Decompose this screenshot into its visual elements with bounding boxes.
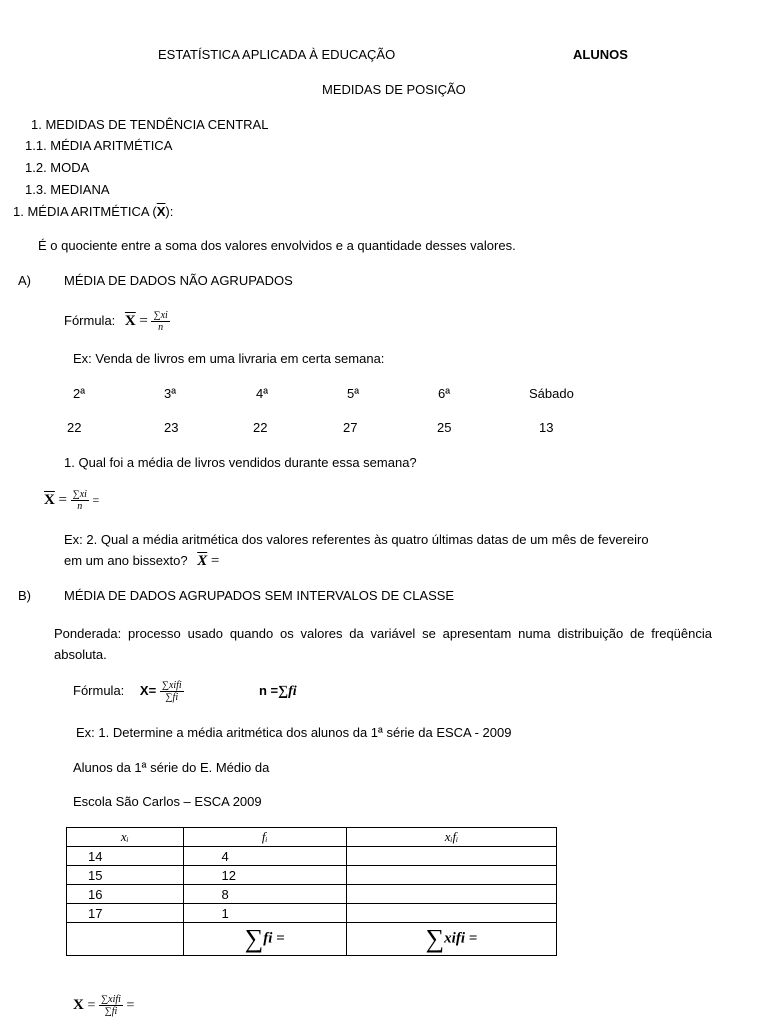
formula-b-denominator: ∑fi — [165, 692, 179, 704]
final-formula — [73, 990, 134, 1021]
cell-fi: 1 — [183, 904, 346, 923]
formula-b-mean-symbol: X= — [139, 683, 157, 698]
sales-value: 22 — [253, 420, 268, 435]
formula-b-numerator: ∑xifi — [161, 680, 182, 692]
header-xi: xᵢ — [67, 828, 184, 847]
cell-xifi — [346, 885, 556, 904]
formula-b-fraction — [160, 680, 184, 703]
cell-xifi — [346, 904, 556, 923]
day-label: Sábado — [529, 386, 574, 401]
answer-tail: = — [92, 493, 100, 507]
course-title: ESTATÍSTICA APLICADA À EDUCAÇÃO — [158, 47, 396, 62]
day-label: 3ª — [164, 386, 177, 401]
answer-equals: = — [58, 492, 67, 508]
part-b-formula — [73, 676, 184, 706]
sigma-symbol: ∑ — [425, 924, 445, 953]
day-label: 2ª — [73, 386, 86, 401]
day-label: 6ª — [438, 386, 451, 401]
audience-label: ALUNOS — [573, 47, 628, 62]
weighted-definition: Ponderada: processo usado quando os valores da variável se apresentam numa distribuição de freqüência absoluta. — [54, 626, 712, 662]
formula-mean-symbol: $\overline{X}$ — [124, 313, 136, 329]
sales-value: 27 — [343, 420, 358, 435]
sales-value: 23 — [164, 420, 179, 435]
section-1-title-suffix: ): — [165, 204, 174, 219]
header-fi: fᵢ — [183, 828, 346, 847]
answer-denominator: n — [77, 501, 83, 513]
final-equals: = — [87, 998, 96, 1013]
outline-item-1-3: 1.3. MEDIANA — [25, 182, 110, 197]
final-numerator: ∑xifi — [101, 994, 121, 1006]
frequency-table — [66, 827, 557, 956]
table-caption-line-1: Alunos da 1ª série do E. Médio da — [73, 760, 270, 775]
final-tail: = — [126, 998, 135, 1013]
answer-fraction — [71, 489, 89, 512]
cell-xi: 17 — [67, 904, 184, 923]
final-mean-symbol: X — [73, 997, 84, 1013]
final-denominator: ∑fi — [104, 1006, 118, 1018]
n-formula — [259, 683, 297, 700]
example-2-mean-symbol: $\overline{X}$ — [197, 553, 208, 569]
sales-value: 13 — [539, 420, 554, 435]
formula-fraction — [151, 310, 169, 333]
table-row — [67, 866, 557, 885]
sum-fi-label: fi = — [263, 930, 285, 947]
formula-label: Fórmula: — [64, 313, 116, 328]
mean-symbol: $\overline{X}$ — [156, 204, 166, 219]
sum-xifi-cell — [346, 923, 556, 956]
formula-denominator: n — [158, 322, 164, 334]
sales-value: 25 — [437, 420, 452, 435]
example-intro: Ex: Venda de livros em uma livraria em certa semana: — [73, 351, 385, 366]
cell-xi: 14 — [67, 847, 184, 866]
final-fraction — [99, 994, 123, 1017]
answer-numerator: ∑xi — [72, 489, 87, 501]
n-label: n = — [259, 683, 279, 698]
cell-fi: 12 — [183, 866, 346, 885]
cell-xi: 15 — [67, 866, 184, 885]
example-2-line-2 — [64, 553, 219, 569]
cell-xifi — [346, 847, 556, 866]
cell-fi: 4 — [183, 847, 346, 866]
part-b-letter: B) — [18, 588, 31, 603]
example-2-equals: = — [210, 553, 220, 569]
n-sum: ∑fi — [278, 684, 297, 699]
section-1-title-prefix: 1. MÉDIA ARITMÉTICA ( — [13, 204, 157, 219]
table-sum-row — [67, 923, 557, 956]
cell-xi: 16 — [67, 885, 184, 904]
outline-item-1-1: 1.1. MÉDIA ARITMÉTICA — [25, 138, 173, 153]
section-1-title — [13, 204, 173, 220]
table-row — [67, 904, 557, 923]
cell-xifi — [346, 866, 556, 885]
question-1: 1. Qual foi a média de livros vendidos durante essa semana? — [64, 455, 417, 470]
sum-xifi-label: xifi = — [444, 930, 478, 947]
sigma-symbol: ∑ — [244, 924, 264, 953]
page-title: MEDIDAS DE POSIÇÃO — [322, 82, 466, 97]
table-caption-line-2: Escola São Carlos – ESCA 2009 — [73, 794, 262, 809]
table-row — [67, 847, 557, 866]
formula-b-label: Fórmula: — [73, 683, 125, 698]
sales-value: 22 — [67, 420, 82, 435]
definition-text: É o quociente entre a soma dos valores envolvidos e a quantidade desses valores. — [38, 238, 516, 253]
example-2-line-1: Ex: 2. Qual a média aritmética dos valores referentes às quatro últimas datas de um mês de fevereiro — [64, 532, 649, 547]
outline-item-1: 1. MEDIDAS DE TENDÊNCIA CENTRAL — [31, 117, 269, 132]
formula-numerator: ∑xi — [153, 310, 168, 322]
formula-equals: = — [139, 313, 148, 329]
part-a-title: MÉDIA DE DADOS NÃO AGRUPADOS — [64, 273, 293, 288]
outline-item-1-2: 1.2. MODA — [25, 160, 90, 175]
example-b-title: Ex: 1. Determine a média aritmética dos alunos da 1ª série da ESCA - 2009 — [76, 725, 512, 740]
cell-fi: 8 — [183, 885, 346, 904]
answer-mean-symbol: $\overline{X}$ — [44, 492, 55, 508]
day-label: 5ª — [347, 386, 360, 401]
table-header-row — [67, 828, 557, 847]
example-2-question: em um ano bissexto? — [64, 553, 188, 568]
sum-fi-cell — [183, 923, 346, 956]
header-xifi: xᵢfᵢ — [346, 828, 556, 847]
part-a-letter: A) — [18, 273, 31, 288]
part-a-formula — [64, 307, 170, 335]
day-label: 4ª — [256, 386, 269, 401]
sum-empty-cell — [67, 923, 184, 956]
answer-formula — [44, 486, 99, 514]
part-b-title: MÉDIA DE DADOS AGRUPADOS SEM INTERVALOS DE CLASSE — [64, 588, 455, 603]
table-row — [67, 885, 557, 904]
